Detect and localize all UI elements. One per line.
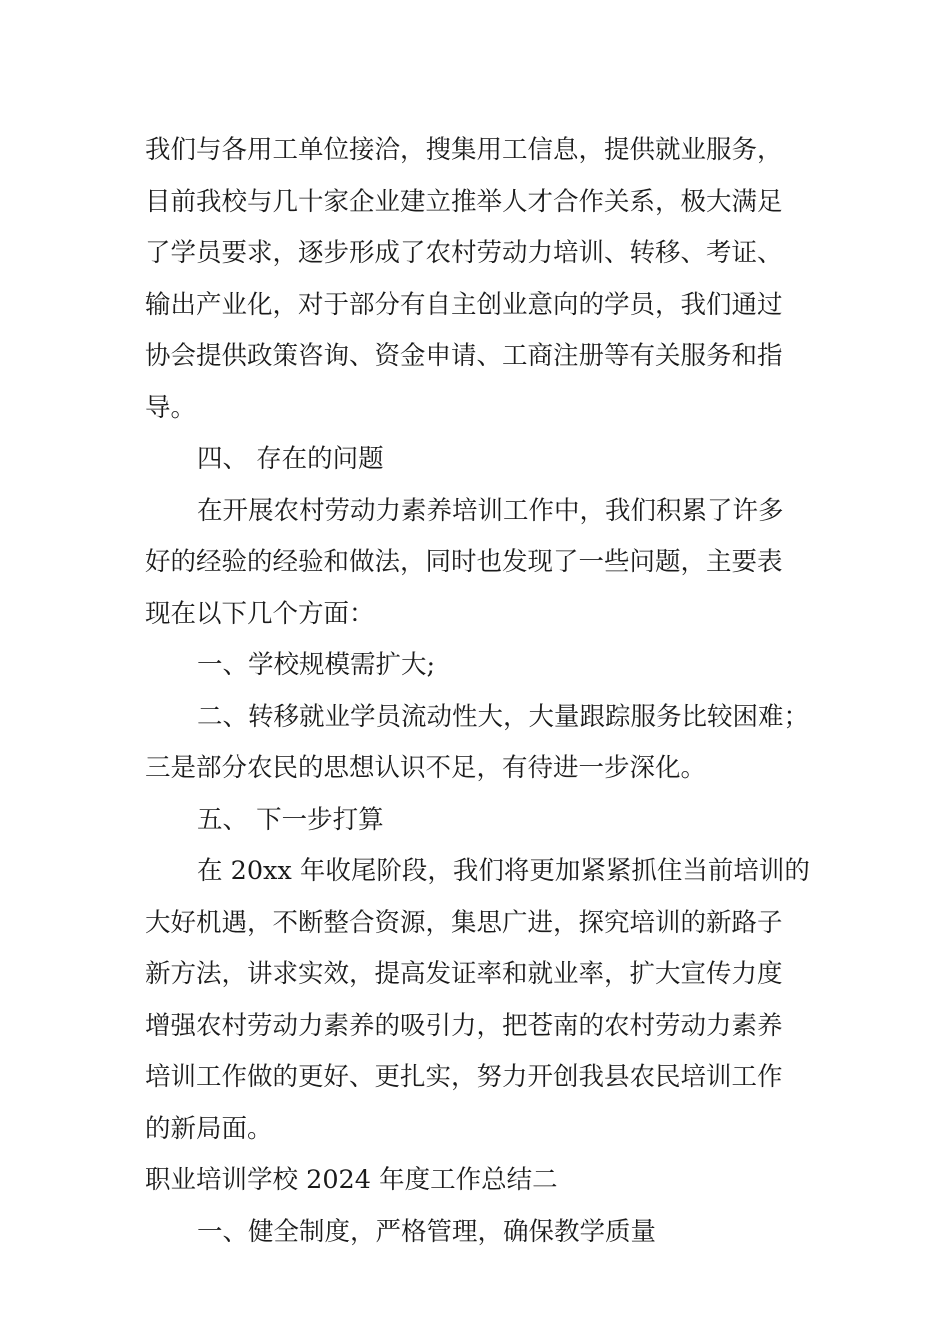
text-line: 协会提供政策咨询、资金申请、工商注册等有关服务和指 [145,341,783,371]
text-line: 三是部分农民的思想认识不足，有待进一步深化。 [145,753,707,783]
section-heading: 一、健全制度，严格管理，确保教学质量 [197,1216,657,1247]
text-line: 新方法，讲求实效，提高发证率和就业率，扩大宣传力度 [145,959,783,989]
text-line: 在 20xx 年收尾阶段，我们将更加紧紧抓住当前培训的 [197,856,810,886]
section-heading: 四、 存在的问题 [197,444,384,474]
text-line: 我们与各用工单位接洽，搜集用工信息，提供就业服务， [145,135,783,165]
document-subtitle: 职业培训学校 2024 年度工作总结二 [145,1165,558,1195]
list-item: 一、学校规模需扩大; [197,650,436,680]
text-line: 好的经验的经验和做法，同时也发现了一些问题，主要表 [145,547,783,577]
text-line: 导。 [145,392,197,423]
text-line: 大好机遇，不断整合资源，集思广进，探究培训的新路子 [145,907,783,938]
text-line: 目前我校与几十家企业建立推举人才合作关系，极大满足 [145,186,783,217]
text-line: 输出产业化，对于部分有自主创业意向的学员，我们通过 [145,289,783,320]
document-body [145,125,810,1258]
text-line: 在开展农村劳动力素养培训工作中，我们积累了许多 [197,495,784,526]
text-line: 了学员要求，逐步形成了农村劳动力培训、转移、考证、 [145,238,783,268]
text-line: 的新局面。 [145,1113,273,1144]
section-heading: 五、 下一步打算 [197,804,384,835]
text-line: 现在以下几个方面： [145,598,375,629]
text-line: 增强农村劳动力素养的吸引力，把苍南的农村劳动力素养 [145,1010,783,1041]
text-line: 培训工作做的更好、更扎实，努力开创我县农民培训工作 [145,1062,783,1092]
list-item: 二、转移就业学员流动性大，大量跟踪服务比较困难； [197,701,810,732]
